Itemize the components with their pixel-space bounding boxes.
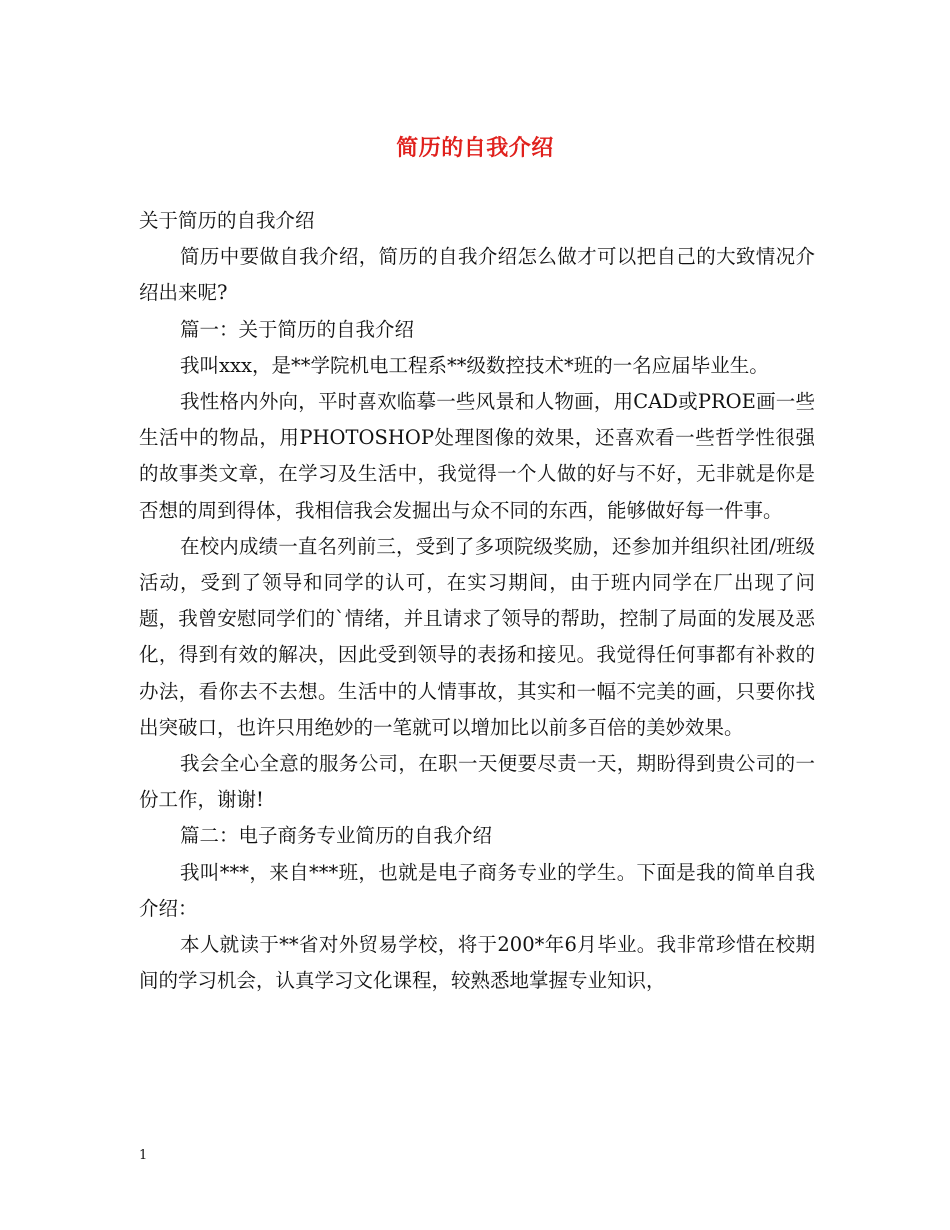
document-body bbox=[139, 203, 815, 999]
paragraph: 我会全心全意的服务公司，在职一天便要尽责一天，期盼得到贵公司的一份工作，谢谢! bbox=[139, 752, 815, 812]
paragraph: 在校内成绩一直名列前三，受到了多项院级奖励，还参加并组织社团/班级活动，受到了领导和同学的认可，在实习期间，由于班内同学在厂出现了问题，我曾安慰同学们的`情绪，并且请求了领导的帮助，控制了局面的发展及恶化，得到有效的解决，因此受到领导的表扬和接见。我觉得任何事都有补救的办法，看你去不去想。生活中的人情事故，其实和一幅不完美的画，只要你找出突破口，也许只用绝妙的一笔就可以增加比以前多百倍的美妙效果。 bbox=[139, 534, 815, 739]
page-number: 1 bbox=[139, 1148, 148, 1163]
paragraph-intro: 简历中要做自我介绍，简历的自我介绍怎么做才可以把自己的大致情况介绍出来呢? bbox=[139, 245, 815, 305]
section-heading-1: 篇一：关于简历的自我介绍 bbox=[180, 317, 415, 341]
paragraph-heading: 关于简历的自我介绍 bbox=[139, 209, 315, 232]
section-heading-2: 篇二：电子商务专业简历的自我介绍 bbox=[180, 824, 493, 848]
paragraph: 本人就读于**省对外贸易学校，将于200*年6月毕业。我非常珍惜在校期间的学习机会，认真学习文化课程，较熟悉地掌握专业知识， bbox=[139, 933, 815, 993]
document-title: 简历的自我介绍 bbox=[396, 135, 554, 161]
paragraph: 我叫***，来自***班，也就是电子商务专业的学生。下面是我的简单自我介绍： bbox=[139, 860, 815, 920]
paragraph: 我性格内外向，平时喜欢临摹一些风景和人物画，用CAD或PROE画一些生活中的物品，用PHOTOSHOP处理图像的效果，还喜欢看一些哲学性很强的故事类文章，在学习及生活中，我觉得一个人做的好与不好，无非就是你是否想的周到得体，我相信我会发掘出与众不同的东西，能够做好每一件事。 bbox=[139, 390, 815, 522]
paragraph: 我叫xxx，是**学院机电工程系**级数控技术*班的一名应届毕业生。 bbox=[180, 353, 769, 377]
